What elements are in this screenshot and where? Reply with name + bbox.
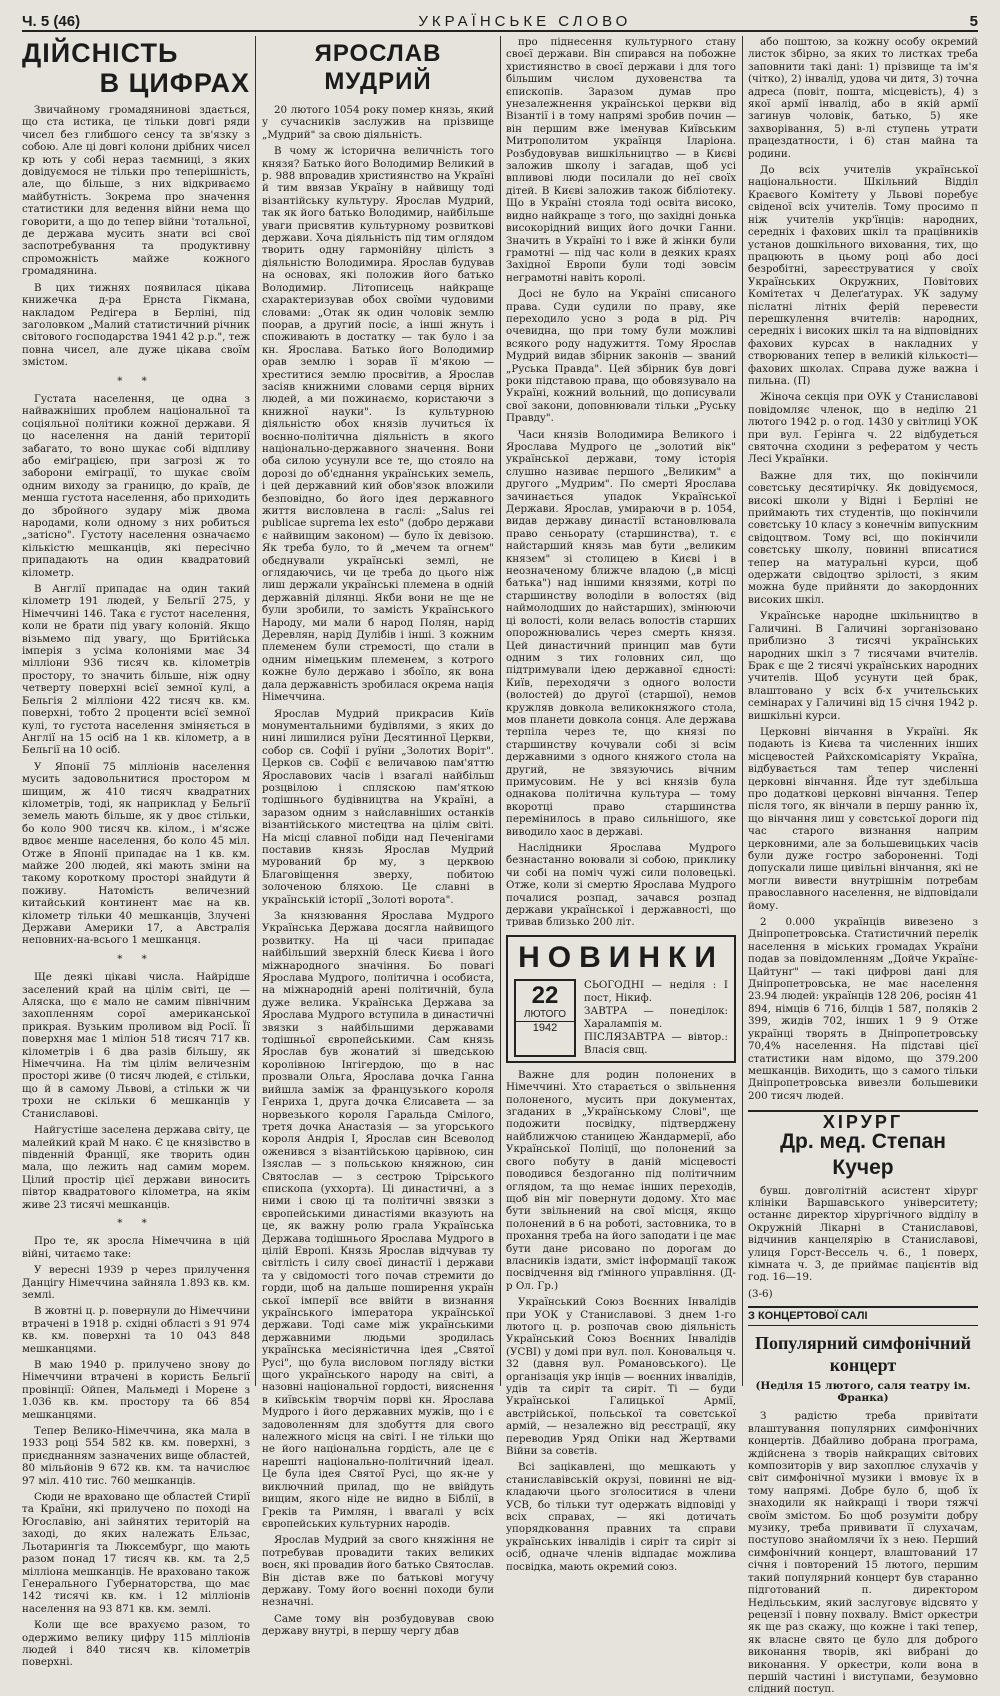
paragraph: Сюди не враховано ще областей Стирії та Країни, які прилучено по поході на Югославію, ані зайнятих територій на заході, до яких належать Ельзас, Льотарингія та Люксембург, що мають разом понад 17 тисяч кв. км. та 2,5 мілліона мешканців. Не враховано також Генерального Губернаторства, що має 142 тисячі кв. км. і 12 мілліонів населення на 93 871 кв. км. землі. — [22, 1491, 250, 1615]
surgeon-heading: ХІРУРГ — [822, 1112, 904, 1133]
title-line-2: В ЦИФРАХ — [99, 68, 250, 98]
masthead — [22, 8, 978, 32]
paragraph: 2 0.000 українців вивезено з Дніпропетровська. Статистичний перелік населення в міських громадах України подав за повідомленням „Дойче Українє-Цайтунґ" — такі цифрові дані для Дніпропетровська, не має населення 23.94 людей: українців 128 206, росіян 41 894, німців 6 716, білців 1 587, поляків 2 399, жидів 702, інших 1 9 9 Отже українці творять в Дніпропетровську 70,4% населення. На підставі цієї статистики нам відомо, що 379.200 мешканців. Виходить, що з самого тільки Дніпропетровська вивезли большевики 200 тисяч людей. — [748, 916, 978, 1102]
article-title: ЯРОСЛАВ МУДРИЙ — [314, 40, 442, 95]
surgeon-ad-body: бувш. довголітній асистент хірург клініки Варшавського університету; останнє директор хірургічного відділу в Окружній Лікарні в Станиславові, відчинив канцелярію в Станиславові, улиця Горст-Вессель ч. 6., 1 поверх, кімната ч. 3, де приймає пацієнтів від год. 16—19. — [748, 1184, 978, 1284]
paragraph: Ярослав Мудрий за свого княжіння не потребував провадити таких великих воєн, які провадив його батько Святослав. Він дістав вже по батькові могучу державу. Тому його воєнні походи були незначні. — [262, 1534, 494, 1609]
paragraph: Звичайному громадянинові здається, що ста истика, це тільки довгі ряди чисел без глибшого сенсу та зв'язку з собою. Але ці довгі колони дрібних чисел кр ють у собі нераз таємниці, з яких довідуємося не тільки про теперішність, але, що більше, з них відкриваємо майбутність. Зокрема про значення статистики для ведення війни нема що говорити, а що до тепер війни 'тотальної, де держава мусить знати всі свої заспотребування та продуктивну спроможність майже кожного громадянина. — [22, 104, 250, 278]
paragraph: Густата населення, це одна з найважніших проблем національної та соціяльної політики кожної держави. Я цо населення на даній території забагато, то воно шукає собі відпливу або еміґрацією, при загрозі ж то заборони еміграції, то шукає своїм одним виходу за границю, до країв, де менша густота населення, або приходить до збройного зудару між двома народами, коли одному з них робиться „затісно". Густоту населення означаємо кількістю мешканців, які пересічно припадають на один квадратовий кілометр. — [22, 392, 250, 579]
paragraph: Саме тому він розбудовував свою державу внутрі, в першу чергу дбав — [262, 1612, 494, 1638]
paragraph: Про те, як зросла Німеччина в цій війні, читаємо таке: — [22, 1235, 250, 1260]
paragraph: Досі не було на Україні списаного права. Суди судили по праву, яке переходило усно з рода в рід. Річ очевидна, що при тому були можливі всякого роду надужиття. Тому Ярослав Мудрий видав збірник законів — званий „Руська Правда". Цей збірник був довгі роки підставою права, що обовязувало на Україні, кожний вольний, що дописували свої закони, доповнювали тільки „Руську Правду". — [506, 288, 736, 425]
paragraph: Коли ще все врахуємо разом, то одержимо велику цифру 115 мілліонів людей і 840 тисяч кв. кілометрів поверхні. — [22, 1619, 250, 1669]
surgeon-name: Др. мед. Степан Кучер — [780, 1129, 946, 1179]
paragraph: Українське народне шкільництво в Галичині. В Галичині зорганізовано приблизно 3 тисячі українських народних шкіл з 7 тисячами вчителів. Брак є ще 2 тисячі українських народних учителів. Щоб усунути цей брак, влаштовано у всіх б-х учительських семінарах у Галичині від 15 січня 1942 р. вишкільні курси. — [748, 610, 978, 722]
after-tomorrow-line: ПІСЛЯЗАВТРА — вівтор.: Власія свщ. — [584, 1030, 728, 1056]
today-line: СЬОГОДНІ — неділя : І пост, Нікиф. — [584, 978, 728, 1004]
page-number: 5 — [969, 13, 978, 30]
news-title: НОВИНКИ — [518, 940, 724, 974]
paragraph: За князювання Ярослава Мудрого Українська Держава досягла найвищого розвитку. На ці часи припадає найбільший зверхній блеск Києва і його міжнародного значіння. Бо повагі Ярослава Мудрого, політична і особиста, на міжнародній арені політичній, була дуже велика. Українська Держава за Ярослава Мудрого вступила в династичні звязки з найбільшими державами тодішньої європейськими. Сам князь Ярослав був жонатий зі шведською королівною Інгігердою, що в нас прозвали Ольга, Ярослава дочка Ганна вийшла заміж за французького короля Генриха 1, друга дочка Єлисавета — за норвезького короля Гаральда Смілого, третя дочка Анастазія — за угорського короля Андрія І, Ярослав син Всеволод оженився з візантійською царівною, син Ізяслав — з польською княжною, син Святослав — з сестрою Трірського єпископа (уххорта). Ці династичні, а з ними і свою ці та політичні звязки з європейськими династіями вказують на це, як важну ролю грала Українська Держава тодішнього Ярослава Мудрого в цілій Европі. Князь Ярослав відчував ту світлість і силу своєї династії і держави та у свідомості того почав стремити до горди, щоб на дальше поширення україн ської імперії все ввійти в визнання українського імператора української держави. Тоді саме між українськими державними людьми зродилась українська месіяністична ідея „Святої Русі", що була висловом погляду вістки щого українського народу на світі, а назовні національної гордості, вияснення в київськім творчім порві кн. Ярослава Мудрого і його державних мужів, що і є задоволенням для здобуття для свого належного місця на світі. І не тільки що не його національна гордість, але це є нарешті національно-політичний ідеал. Це була ідея Святої Русі, що як-не у виключний прилад, що не ввійдуть вищим, якого ніде не видно в Біблії, в Греків та Римлян, і ввагалі у всіх європейських культурних народів. — [262, 910, 494, 1530]
paragraph: З радістю треба привітати влаштування популярних симфонічних концертів. Дбайливо добрана програма, ждійснена з творів найкращих світових композиторів у вир захоплює слухачів у світ симфонічної музики і вмовує їх в тому напрямі. Добре було б, щоб їх знаходили як найкращі і твори тяжчі своїм змістом. Бо щоб розуміти добру музику, треба прививати її слухачам, поступово знайомлячи їх з нею. Перший симфонічний концерт, влаштований 17 січня і повторений 15 лютого, першим такий популярний концерт був старанно підготований п. директором Недільським, який заслуговує відсвято у рецензії і повну похвалу. Вміст оркестри як ще раз скажу, що кожне і такі тепер, як власне свято це було для доброго виконання творів, які вибрані до виконання. У оркестри, коли вона в першій частині і виступами, безумовно слідний поступ. — [748, 1410, 978, 1696]
date-day: 22 — [531, 981, 559, 1009]
section-separator: * * — [117, 1216, 155, 1229]
paragraph: В цих тижнях появилася цікава книжечка д-ра Ернста Гікмана, накладом Редігера в Берліні, під заголовком „Малий статистичний річник світового господарства 1941 42 р.р.", теж повна чисел, але дуже цікава своїм змістом. — [22, 281, 250, 369]
paragraph: Церковні вінчання в Україні. Як подають із Києва та численних інших місцевостей Райхскомісаріяту Україна, відбувається там тепер численні церковні вінчання. Йде тут здебільша про додаткові церковні вінчання. Тепер після того, як вінчали в першу ранню їх, що вінчання лиш у совєтської дороги під час старого визнання наприм церковними, але за большевицьких часів були дуже гостро забороненні. Тоді допускали лише цивільні вінчання, які не могли вивести внутрішнім потребам православного населення, не відповідали йому. — [748, 725, 978, 912]
section-separator: * * — [117, 374, 155, 387]
paragraph: У Японії 75 мілліонів населення мусить задовольнитися простором м шищим, ж 410 тисяч квадратних кілометрів, тоді, як наприклад у Бельгії земель мають більше, як у двоє стільки, бо коло 900 тисяч кв. кілом., і м'ясже вдвоє менше населення, бо коло 45 міл. Отже в Японії припадає на 1 кв. км. майже 200 людей, які мають зміни на такому короткому просторі знайдути й поживу. Натомість величезний китайський континент має на кв. кілометр тільки 40 мешканців, Злучені Держави Америки 17, а Австралія неповних-на-всього 1 мешканця. — [22, 760, 250, 947]
column-rule — [742, 36, 743, 1386]
paragraph: В чому ж історична величність того князя? Батько його Володимир Великий в р. 988 впровадив християнство на Україні й тим ввязав Україну в найвищу тоді візантійську культуру. Ярослав Мудрий, так як його батько Володимир, найбільше уваги присвятив культурному розвиткові держави. Хоча діяльність під тим оглядом творить одну гармонійну цілість з діяльністю Володимира. Ярослав будував на основах, які положив його батько Володимир. Літописець найкраще схарактеризував обох своїми чудовими словами: „Отак як один чоловік землю поорав, а другий посіє, а інші жнуть і споживають в достатку — так було і за кн. Ярослава. Батько його Володимир орав землю і зорав її м'якою — хреститися землю просвітив, а Ярослав засіяв книжними словами серця вірних людей, а ми пожинаємо, користаючи з книжної науки". Із культурною діяльністю обох князів лучиться їх воєнно-політична діяльність в якого національно-державного значення. Вони оба силою усунули все те, що стояло на дорозі до об'єднання українських земель, і цей державний кий обов'язок вложили безповідно, бо його ідея державного життя висловлена в гаслі: „Salus rei publicae suprema lex esto" (добро держави є найвищим законом) — було їх девізою. Як треба було, то й „мечем та огнем" обєднували українські землі, не оглядаючись, чи це треба до цього ніж лиш держали українські племена в одній державній ділянці. Якби вони не ще не були зробили, то замість Українського Народу, ми мали б народ Полян, нарід Деревлян, нарід Дулібів і інші. З кожним племенем були стремості, що стали в одним німецьким племенем, з котрого кожне було державо і збоїло, як вона дала державність зробилася окрема нація Німеччина. — [262, 145, 494, 704]
calendar-days — [584, 979, 728, 1057]
paragraph: Наслідники Ярослава Мудрого безнастанно воювали зі собою, приклику чи собі на поміч чужі сили половецькі. Отже, коли зі смертю Ярослава Мудрого почалися розпад, зачався розпад держави української і державності, що тривав близько 200 літ. — [506, 842, 736, 929]
paragraph: Важне для тих, що покінчили совєтську десятирічку. Як довідуємося, високі школи у Відні і Берліні не приймають тих студентів, що покінчили совєтську 10 класу з конечнім випускним свідоцтвом. Тому всі, що покінчили совєтську школу, повинні вписатися тепер на матуральні курси, щоб одержати свідоцтво зрілості, з яким можна буде прийняти до закордонних високих шкіл. — [748, 469, 978, 606]
news-box — [506, 935, 736, 1063]
date-month: ЛЮТОГО — [523, 1008, 567, 1020]
paragraph: Важне для родин полонених в Німеччині. Хто старається о звільнення полоненого, мусить при документах, згаданих в „Українському Слові", ще подожити посвідку, підтверджену найближчою станицею Жандармерії, або Української Поліції, що полонений за свого побуту в даній місцевості поводився бездоганно під політичним оглядом, та що немає інших переходів, щоб він міг повернути додому. Хто має бути звільнений на свої місця, якщо полонений в 6 на роботі, застовника, то в прохання треба на його заподати і це має бути дане рисовано по дорогам до власників іздати, зміст інформації також посвідчення від ґмінного управління. (Д-р Ол. Гр.) — [506, 1068, 736, 1292]
paragraph: Тепер Велико-Німеччина, яка мала в 1933 році 554 582 кв. км. поверхні, з приєднанням зазначених вище областей, 80 мільйонів 9 672 кв. км. та начислює 97 міл. 410 тис. 760 мешканців. — [22, 1425, 250, 1487]
calendar-date — [514, 979, 576, 1057]
column-4 — [748, 36, 978, 1696]
paragraph: Ярослав Мудрий прикрасив Київ монументальними будівлями, з яких до нині лишилися руїни Десятинної Церкви, собор св. Софії і руїни „Золотих Воріт". Церков св. Софії є величавою пам'яттю Ярославових часів і взагалі найбільш розцвілою і спляскою пам'яткою тодішнього будівництва на Україні, а заразом одним з найславніших останків візантійського мистецтва на цілім світі. На місці славної побіди над Печенігами поставив князь Ярослав Мудрий мурований бр му, з церквою Благовіщення зверху, побитою золоченою бляхою. Це славні в українській історії „Золоті ворота". — [262, 707, 494, 906]
paragraph: В маю 1940 р. прилучено знову до Німеччини втрачені в користь Бельгії провінції: Ойпен, Мальмеді і Морене з 1.036 кв. км. простору та 66 854 мешканцями. — [22, 1359, 250, 1421]
date-year: 1942 — [516, 1021, 574, 1034]
paragraph: Український Союз Воєнних Інвалідів при УОК у Станиславові. З днем 1-го лютого ц. р. розпочав свою діяльність Український Союз Воєнних Інвалідів (УСВІ) у домі при вул. пол. Коновальця ч. 32 (давня вул. Романовського). Це організація укр інців — воєнних інвалідів, удів та сиріт та сиріт. Ті — буди Українськоі Галицької Армії, австрійської, польської та совєтської армій, — незалежно від реєстрації, яку переводив Уряд Опіки над Жертвами Війни за совєтів. — [506, 1296, 736, 1458]
newspaper-name: УКРАЇНСЬКЕ СЛОВО — [418, 13, 632, 30]
paragraph: Часи князів Володимира Великого і Ярослава Мудрого це „золотий вік" української держави, тому історія слушно називає першого „Великим" а другого „Мудрим". По смерті Ярослава зачинається упадок Української Держави. Ярослав, умираючи в р. 1054, видав державу династії встановлювала право сеньорату (старшинства), т. є найстарший князь мав бути „великим князем" зі столицею в Києві і в неозначеному ближче владою („в місці батька") над іншими князями, котрі по старшинству володіли в волостях (від наймолодших до найстарших), змінюючи ці волості, коли велась волостів старших опорожнювались через смерть князя. Цей династичний принцип мав бути одним з тих головних сил, що підтримували ідею державної єдності: Київ, переходячи з одного волости (волостей) до другої (старшої), немов кружляв довкола великокняжого стола, мов планети довкола сонця. Але держава терпіла через те, що князі по старшинству кочували собі зі всім державними з одного княжого стола на другий, не звязуючись вічним примусовим. Не у всі князів була однакова політична культура — тому вкоротці право старшинства перемінилось в право сильнішого, яке виводило хаос в державі. — [506, 428, 736, 838]
paragraph: У вересні 1939 р через прилучення Данцігу Німеччина зайняла 1.893 кв. км. землі. — [22, 1264, 250, 1301]
paragraph: Найгустіше заселена держава світу, це малейкий край М нако. Є це князівство в південній Франції, яке творить один мала, що лежить над самим морем. Цілий простір цієї держави виносить півтор квадратового кілометра, на якім живе 23 тисячі мешканців. — [22, 1124, 250, 1211]
paragraph: В жовтні ц. р. повернули до Німеччини втрачені в 1918 р. східні області з 91 974 кв. км. поверхні та 10 043 848 мешканцями. — [22, 1305, 250, 1355]
concert-subtitle: (Неділя 15 лютого, саля театру ім. Франка) — [755, 1379, 971, 1404]
section-separator: * * — [117, 952, 155, 965]
concert-title: Популярний симфонічний концерт — [754, 1332, 972, 1375]
ad-number: (3-6) — [748, 1287, 773, 1300]
paragraph: 20 лютого 1054 року помер князь, який у сучасників заслужив на прізвище „Мудрий" за свою діяльність. — [262, 104, 494, 141]
issue-number: Ч. 5 (46) — [22, 13, 81, 30]
article-title — [22, 38, 250, 98]
tomorrow-line: ЗАВТРА — понеділок: Харалампія м. — [584, 1004, 728, 1030]
column-rule — [255, 36, 256, 1386]
surgeon-advertisement — [748, 1110, 978, 1180]
paragraph: Ще деякі цікаві числа. Найрідше заселений край на цілім світі, це — Аляска, що є мало не самим північним захопленням сорої американської прикрая. Вузьким проливом від Росії. Її поверхня має 1 міліон 518 тисяч 717 кв. кілометрів і 6 два разів більшу, як Німеччина. На тім цілім величезнім просторі живе (0 тисяч людей, є стільки, що й в самому Львові, а стільки ж чи трохи не скільки 6 мешканців у Станиславові. — [22, 971, 250, 1120]
column-1 — [22, 36, 250, 1669]
column-rule — [500, 36, 501, 1386]
paragraph: про піднесення культурного стану своєї держави. Він спирався на побожне християнство в своєї держави і для того більшим числом духовенства та єпископів. Заразом думав про унезалежнення українськоі церкви від Візантії і в тому напрямі зробив почин — він першим вже іменував Київським Митрополитом українця Іларіона. Розбудовував вишкільництво — в Києві заложив школу і загадав, щоб усі впливові люди посилали до неї своїх дітей. В Києві заложив також бібліотеку. Що в Україні стояла тоді освіта високо, видно найкраще з того, що західні донька високорідний вищих його дочки Ганни. Значить в Україні то і вже й жінки були грамотні — під час коли в деяких краях Західної Европи були тоді зовсім неграмотні навіть королі. — [506, 36, 736, 284]
paragraph: Всі зацікавлені, що мешкають у станиславівській окрузі, повинні не від-кладаючи цього зголоситися в члени УСВ, бо тільки тут одержать відповіді у всіх справах, — які дотичать упорядковання правних та справи українських інвалідів і сиріт та сиріт зі осіб, одначе членів відпадає можлива посвідка, мають окремий союз. — [506, 1461, 736, 1573]
paragraph: Жіноча секція при ОУК у Станиславові повідомляє членок, що в неділю 21 лютого 1942 р. о год. 1430 у світлиці УОК при вул. Ґерінга ч. 22 відбудеться святочна сходини з рефератом у честь Лесі Українки. — [748, 391, 978, 466]
concert-section-bar: З КОНЦЕРТОВОЇ САЛІ — [748, 1306, 978, 1325]
paragraph: або поштою, за кожну особу окремий листок збірно, за яких то листках треба заповнити такі дані: 1) прізвище та ім'я (чітко), 2) інвалід, удова чи дитя, 3) точна адреса (повіт, пошта, місцевість), 4) з якої армії інвалід, або в якій армії загинув чоловік, батько, 5) яке захворівання, 5) в-лі ступень утрати працездатности, і 6) стан майна та родини. — [748, 36, 978, 160]
paragraph: До всіх учителів української національности. Шкільний Відділ Краєвого Комітету у Львові поребує свіденої всіх учителів. Тому просимо п ніж учителів укр'їнців: народних, середніх і фахових шкіл та працівників установ дошкільного виховання, тих, що працюють в цьому році або досі безробітні, зареєструватися у своїх Українських Окружних, Повітових Комітетах ч Делеґатурах. УК задуму післатні літніх ферій перевести перешкулення вчителів: народних, середніх і високих шкіл та на відповідних фахових курсах в накладних у створюваних тепер в великій кількості— фахових школах. Справа дуже важна і пильна. (П) — [748, 164, 978, 387]
column-2 — [262, 36, 494, 1638]
column-3 — [506, 36, 736, 1573]
title-line-1: ДІЙСНІСТЬ — [22, 38, 179, 68]
paragraph: В Англії припадає на один такий кілометр 191 людей, у Бельгії 275, у Німеччині 146. Така є густот населення, коли не брати під увагу колоній. Якщо візьмемо під увагу, що Бритійська імперія з усіма колоніями має 34 мілліони 936 тисяч кв. кілометрів простору, то значить більше, ніж одну четверту поверхні всієї земної кулі, а Бельгія 2 мілліони 422 тисяч кв. км. поверхні, тобто 2 проценти всієї земної кулі, то густота населення зміняється в Англії на 15 осіб на 1 кв. кілометр, а в Бельгії на 10 осіб. — [22, 583, 250, 757]
